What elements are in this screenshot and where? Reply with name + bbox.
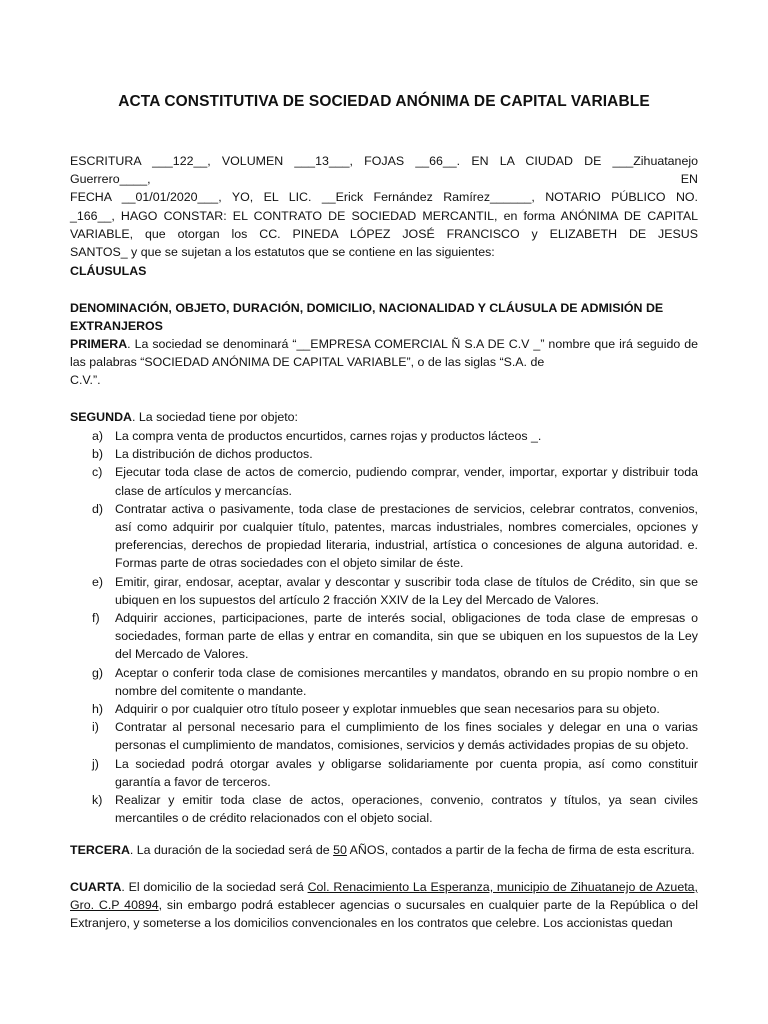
- clause-text: . La sociedad se denominará “__EMPRESA COMERCIAL Ñ S.A DE C.V _” nombre que irá seguido de las palabras “SOCIEDAD ANÓNIMA DE CAPITAL VARIABLE”, o de las siglas “S.A. de: [70, 337, 698, 370]
- clausulas-heading: CLÁUSULAS: [70, 264, 147, 278]
- intro-paragraph: [70, 152, 698, 261]
- intro-line: VARIABLE, que otorgan los CC. PINEDA LÓPEZ JOSÉ FRANCISCO y ELIZABETH DE JESUS: [70, 226, 698, 241]
- clause-text: . El domicilio de la sociedad será: [121, 880, 308, 894]
- clause-tercera: [70, 841, 698, 859]
- list-item: [70, 791, 698, 827]
- list-item: [70, 700, 698, 718]
- list-item-marker: f): [92, 611, 100, 626]
- list-item-text: Adquirir o por cualquier otro título poseer y explotar inmuebles que sean necesarios para su objeto.: [115, 702, 660, 717]
- clause-cuarta: [70, 878, 698, 933]
- list-item-marker: g): [92, 665, 104, 680]
- list-item: [70, 609, 698, 664]
- section-heading: DENOMINACIÓN, OBJETO, DURACIÓN, DOMICILIO, NACIONALIDAD Y CLÁUSULA DE ADMISIÓN DE EXTRANJEROS: [70, 301, 664, 334]
- list-item: [70, 500, 698, 573]
- intro-line: ESCRITURA ___122__, VOLUMEN ___13___, FOJAS __66__. EN LA CIUDAD DE ___Zihuatanejo Guerrero____, EN: [70, 154, 698, 187]
- list-item: [70, 755, 698, 791]
- intro-line: SANTOS_ y que se sujetan a los estatutos que se contiene en las siguientes:: [70, 245, 495, 260]
- objects-list: [70, 427, 698, 827]
- clause-text: . La sociedad tiene por objeto:: [131, 410, 298, 424]
- list-item-marker: i): [92, 720, 99, 735]
- list-item-marker: c): [92, 465, 103, 480]
- clause-text: AÑOS, contados a partir de la fecha de firma de esta escritura.: [346, 843, 695, 857]
- list-item-text: Contratar al personal necesario para el cumplimiento de los fines sociales y delegar en una o varias personas el cumplimiento de mandatos, comisiones, servicios y demás actividades propias de su objeto.: [115, 720, 698, 753]
- domicile-address: Col. Renacimiento La Esperanza, municipio de Zihuatanejo de Azueta, Gro. C.P 40894: [70, 880, 698, 913]
- list-item: [70, 463, 698, 499]
- intro-line: _166__, HAGO CONSTAR: EL CONTRATO DE SOCIEDAD MERCANTIL, en forma ANÓNIMA DE CAPITAL: [70, 208, 698, 223]
- clause-segunda: [70, 408, 698, 426]
- list-item-marker: e): [92, 574, 104, 589]
- list-item-text: La sociedad podrá otorgar avales y obligarse solidariamente por cuenta propia, así como constituir garantía a favor de terceros.: [115, 756, 698, 789]
- list-item-text: Realizar y emitir toda clase de actos, operaciones, convenio, contratos y títulos, ya sean civiles mercantiles o de crédito relacionados con el objeto social.: [115, 793, 698, 826]
- list-item-marker: h): [92, 702, 104, 717]
- intro-line: FECHA __01/01/2020___, YO, EL LIC. __Erick Fernández Ramírez______, NOTARIO PÚBLICO NO.: [70, 190, 698, 205]
- list-item: [70, 664, 698, 700]
- list-item: [70, 445, 698, 463]
- clause-text: . La duración de la sociedad será de: [129, 843, 334, 857]
- list-item-marker: d): [92, 501, 104, 516]
- clause-text: , sin embargo podrá establecer agencias o sucursales en cualquier parte de la República o del Extranjero, y someterse a los domicilios convencionales en los contratos que celebre. Los accionistas quedan: [70, 898, 698, 931]
- list-item-text: Adquirir acciones, participaciones, parte de interés social, obligaciones de toda clase de empresas o sociedades, forman parte de ellas y entrar en comandita, sin que se ubiquen en los supuestos de la Ley del Mercado de Valores.: [115, 611, 698, 662]
- list-item-text: La compra venta de productos encurtidos, carnes rojas y productos lácteos _.: [115, 429, 542, 443]
- list-item-text: Emitir, girar, endosar, aceptar, avalar y descontar y suscribir toda clase de títulos de Crédito, sin que se ubiquen en los supuestos del artículo 2 fracción XXIV de la Ley del Mercado de Valores.: [115, 574, 698, 607]
- list-item-text: Contratar activa o pasivamente, toda clase de prestaciones de servicios, celebrar contratos, convenios, así como adquirir por cualquier título, patentes, marcas industriales, nombres comerciales, opciones y preferencias, derechos de propiedad literaria, industrial, artística o concesiones de alguna autoridad. e. Formas parte de otras sociedades con el objeto similar de éste.: [115, 501, 698, 571]
- list-item-marker: k): [92, 793, 103, 808]
- clause-label: SEGUNDA: [70, 410, 132, 424]
- document-title: ACTA CONSTITUTIVA DE SOCIEDAD ANÓNIMA DE CAPITAL VARIABLE: [118, 93, 650, 110]
- list-item-marker: a): [92, 429, 104, 443]
- list-item-marker: j): [92, 756, 99, 771]
- list-item: [70, 718, 698, 754]
- list-item-text: Ejecutar toda clase de actos de comercio, pudiendo comprar, vender, importar, exportar y distribuir toda clase de artículos y mercancías.: [115, 465, 698, 498]
- list-item-marker: b): [92, 447, 104, 462]
- clause-label: PRIMERA: [70, 337, 128, 351]
- list-item-text: La distribución de dichos productos.: [115, 447, 313, 462]
- clause-label: CUARTA: [70, 880, 122, 894]
- list-item: [70, 427, 698, 445]
- clause-primera: [70, 335, 698, 390]
- list-item: [70, 573, 698, 609]
- clause-text-tail: C.V.”.: [70, 373, 101, 388]
- list-item-text: Aceptar o conferir toda clase de comisiones mercantiles y mandatos, obrando en su propio nombre o en nombre del comitente o mandante.: [115, 665, 698, 698]
- duration-years: 50: [333, 843, 347, 857]
- clause-label: TERCERA: [70, 843, 130, 857]
